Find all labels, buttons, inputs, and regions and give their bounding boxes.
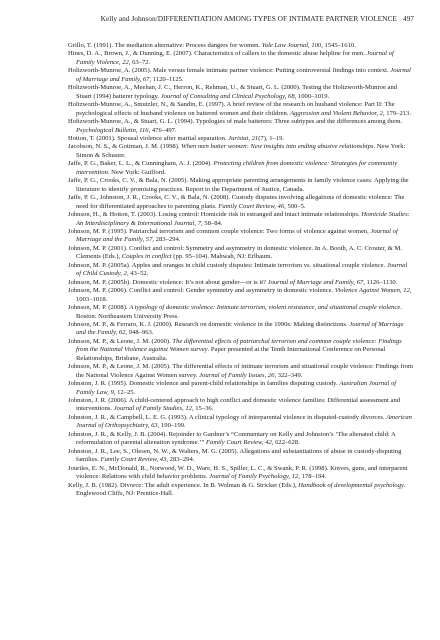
reference-entry: Jaffe, P. G., Crooks, C. V., & Bala, N. (2005). Making appropriate parenting arrangements in family violence cases: Applying the literature to identify promising practices. Report to the Department of Justice, Canada. — [68, 177, 409, 193]
reference-entry: Holtzworth-Munroe, A., Meehan, J. C., Herron, K., Rehman, U., & Stuart, G. L. (2000). Testing the Holtzworth-Munroe and Stuart (1994) batterer typology. Journal of Consulting and Clinical Psychology, 68, 1000–1019. — [68, 84, 398, 100]
reference-entry: Johnson, M. P. (2005a). Apples and oranges in child custody disputes: Intimate terrorism vs. situational couple violence. Journal of Child Custody, 2, 43–52. — [68, 261, 408, 278]
running-title: Kelly and Johnson/DIFFERENTIATION AMONG TYPES OF INTIMATE PARTNER VIOLENCE — [100, 14, 397, 23]
reference-entry: Hotton, T. (2001). Spousal violence after marital separation. Juristat, 21(7), 1–19. — [68, 134, 285, 142]
reference-entry: Johnson, M. P. (1995). Patriarchal terrorism and common couple violence: Two forms of violence against women, Journal of Marriage and the Family, 57, 283–294. — [68, 227, 398, 244]
reference-entry: Kelly, J. B. (1982). Divorce: The adult experience. In B. Wolman & G. Stricker (Eds.), Handbook of developmental psychology. Englewood Cliffs, NJ: Prentice-Hall. — [68, 481, 406, 498]
reference-entry: Johnson, H., & Hotton, T. (2003). Losing control: Homicide risk in estranged and intact intimate relationships. Homicide Studies: An Interdisciplinary & International Journal, 7, 58–84. — [68, 211, 410, 227]
reference-entry: Jacobson, N. S., & Gottman, J. M. (1998). When men batter women: New insights into ending abusive relationships. New York: Simon & Schuster. — [68, 143, 406, 159]
reference-entry: Johnson, M. P. (2001). Conflict and control: Symmetry and asymmetry in domestic violence. In A. Booth, A. C. Crouter, & M. Clements (Eds.), Couples in conflict (pp. 95–104). Mahwah, NJ: Erlbaum. — [68, 244, 402, 261]
reference-entry: Johnson, M. P. (2006). Conflict and control: Gender symmetry and asymmetry in domestic violence. Violence Against Women, 12, 1003–1018. — [68, 287, 412, 303]
reference-list — [68, 42, 414, 498]
reference-entry: Johnson, M. P., & Leone, J. M. (2005). The differential effects of intimate terrorism and situational couple violence: Findings from the National Violence Against Women survey. Journal of Family Issues, 26, 322–349. — [68, 363, 414, 379]
reference-entry: Jouriles, E. N., McDonald, R., Norwood, W. D., Ware, H. S., Spiller, L. C., & Swank, P. R. (1998). Knives, guns, and interparent violence: Relations with child behavior problems. Journal of Family Psychology, 12, 178–194. — [68, 464, 408, 481]
reference-entry: Johnston, J. R., & Campbell, L. E. G. (1993). A clinical typology of interparental violence in disputed-custody divorces. American Journal of Orthopsychiatry, 63, 190–199. — [68, 413, 412, 430]
reference-entry: Johnston, J. R. (2006). A child-centered approach to high conflict and domestic violence families: Differential assessment and interventions. Journal of Family Studies, 12, 15–36. — [68, 397, 401, 413]
running-header — [76, 14, 414, 23]
reference-entry: Holtzworth-Munroe, A. (2005). Male versus female intimate partner violence: Putting controversial findings into context. Journal of Marriage and Family, 67, 1120–1125. — [68, 67, 411, 83]
reference-entry: Johnson, M. P. (2005b). Domestic violence: It’s not about gender—or is it? Journal of Marriage and Family, 67, 1126–1130. — [68, 278, 398, 286]
reference-entry: Johnston, J. R., & Kelly, J. B. (2004). Rejoinder to Gardner’s “Commentary on Kelly and Johnston’s ‘The alienated child: A reformulation of parental alienation syndrome.’” Family Court Review, 42, 622–628. — [68, 430, 396, 447]
reference-entry: Johnson, M. P., & Leone, J. M. (2000). The differential effects of patriarchal terrorism and common couple violence: Findings from the National Violence against Women survey. Paper presented at the Tenth International Conference on Personal Relationships, Brisbane, Australia. — [68, 337, 402, 362]
reference-entry: Holtzworth-Munroe, A., & Stuart, G. L. (1994). Typologies of male batterers: Three subtypes and the differences among them. Psychological Bulletin, 116, 476–497. — [68, 118, 403, 134]
reference-entry: Grillo, T. (1991). The mediation alternative: Process dangers for women. Yale Law Journal, 100, 1545–1610. — [68, 42, 356, 49]
reference-entry: Johnston, J. R., Lee, S., Olesen, N. W., & Walters, M. G. (2005). Allegations and substantiations of abuse in custody-disputing families. Family Court Review, 43, 283–294. — [68, 447, 402, 464]
reference-entry: Holtzworth-Munroe, A., Smutzler, N., & Sandin, E. (1997). A brief review of the research on husband violence: Part II: The psychological effects of husband violence on battered women and their children. Aggression and Violent Behavior, 2, 179–213. — [68, 101, 411, 117]
reference-entry: Johnson, M. P., & Ferraro, K. J. (2000). Research on domestic violence in the 1990s: Making distinctions. Journal of Marriage and the Family, 62, 948–963. — [68, 320, 404, 337]
reference-entry: Johnston, J. R. (1995). Domestic violence and parent-child relationships in families disputing custody. Australian Journal of Family Law, 9, 12–25. — [68, 380, 397, 396]
page-number: 497 — [402, 14, 414, 23]
reference-entry: Hines, D. A., Brown, J., & Dunning, E. (2007). Characteristics of callers to the domestic abuse helpline for men. Journal of Family Violence, 22, 63–72. — [68, 50, 394, 66]
reference-entry: Jaffe, P. G., Baker, L. L., & Cunningham, A. J. (2004). Protecting children from domestic violence: Strategies for community intervention. New York: Guilford. — [68, 160, 398, 176]
reference-entry: Jaffe, P. G., Johnston, J. R., Crooks, C. V., & Bala, N. (2008). Custody disputes involving allegations of domestic violence: The need for differentiated approaches to parenting plans. Family Court Review, 46, 500–5. — [68, 194, 405, 210]
reference-entry: Johnson, M. P. (2008). A typology of domestic violence: Intimate terrorism, violent resistance, and situational couple violence. Boston: Northeastern University Press. — [68, 304, 402, 320]
